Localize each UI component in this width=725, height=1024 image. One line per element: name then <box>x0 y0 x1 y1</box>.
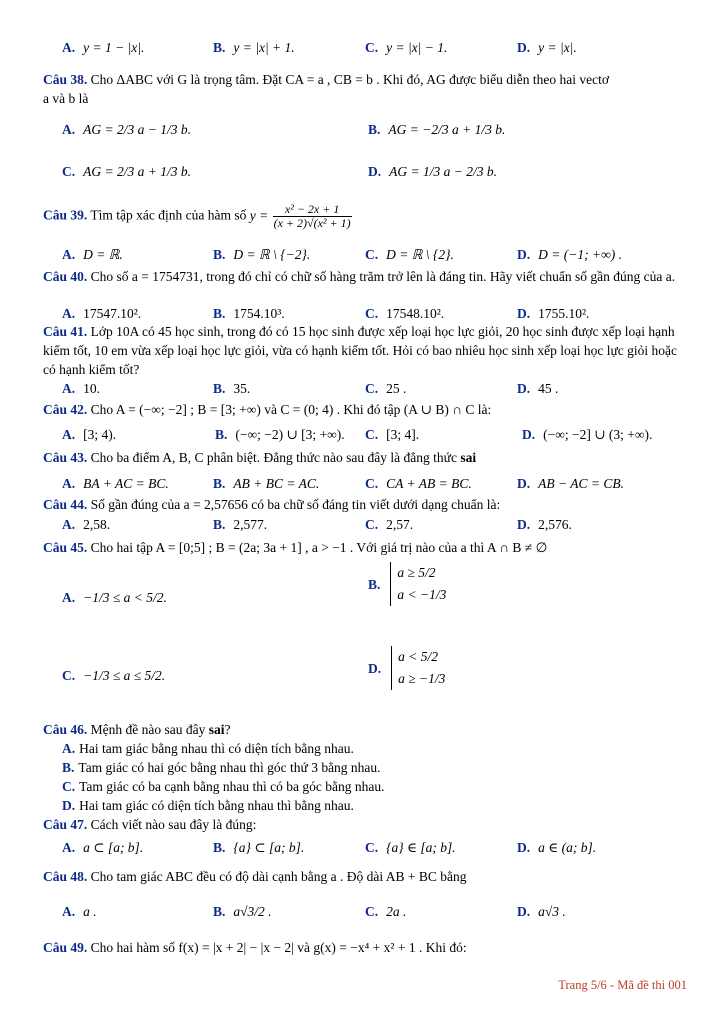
function-y: y = $\frac{\text{x² − 2x + 1}}{\text{(x + 2)√(x² + 1)}}$ <box>249 202 351 230</box>
option-label: B. <box>213 40 226 55</box>
option-label: C. <box>365 476 379 491</box>
q40-option-b <box>213 304 285 323</box>
q45-option-d <box>368 646 445 690</box>
option-label: A. <box>62 427 76 442</box>
question-number: Câu 47. <box>43 817 88 832</box>
question-text: Số gần đúng của a = 2,57656 có ba chữ số đáng tin viết dưới dạng chuẩn là: <box>90 497 501 512</box>
option-label: C. <box>365 381 379 396</box>
q40-option-a <box>62 304 141 323</box>
option-text: −1/3 ≤ a ≤ 5/2. <box>83 668 166 683</box>
q42-option-b <box>215 425 345 444</box>
option-text: 1755.10². <box>538 306 590 321</box>
option-text: a√3 . <box>538 904 566 919</box>
page-footer: Trang 5/6 - Mã đề thi 001 <box>558 978 687 992</box>
q42-option-d <box>522 425 652 444</box>
question-text: Lớp 10A có 45 học sinh, trong đó có 15 học sinh được xếp loại học lực giỏi, 20 học sinh được xếp loại hạnh kiểm tốt, 10 em vừa xếp loại học lực giỏi, vừa có hạnh kiểm tốt. Hỏi có bao nhiêu học sinh xếp loại học lực giỏi hoặc có hạnh kiểm tốt? <box>43 324 677 377</box>
question-text: Cho A = (−∞; −2] ; B = [3; +∞) và C = (0; 4) . Khi đó tập (A ∪ B) ∩ C là: <box>90 402 492 417</box>
question-number: Câu 43. <box>43 450 88 465</box>
option-label: A. <box>62 741 76 756</box>
q47-option-b <box>213 838 304 857</box>
option-label: B. <box>213 381 226 396</box>
q38-option-b <box>368 120 505 139</box>
option-label: D. <box>517 840 531 855</box>
question-number: Câu 40. <box>43 269 88 284</box>
option-label: A. <box>62 590 76 605</box>
q39-option-a <box>62 245 123 264</box>
question-number: Câu 39. <box>43 207 88 223</box>
option-text: AB − AC = CB. <box>538 476 624 491</box>
option-label: C. <box>62 779 76 794</box>
option-label: B. <box>368 122 381 137</box>
option-text: a ⊂ [a; b]. <box>83 840 144 855</box>
option-label: A. <box>62 122 76 137</box>
option-label: B. <box>213 476 226 491</box>
question-number: Câu 45. <box>43 540 88 555</box>
option-text: 17548.10². <box>386 306 445 321</box>
option-label: B. <box>213 306 226 321</box>
option-label: C. <box>62 164 76 179</box>
option-label: D. <box>517 904 531 919</box>
option-label: C. <box>365 427 379 442</box>
q40-option-c <box>365 304 444 323</box>
option-text: y = |x| + 1. <box>233 40 295 55</box>
option-label: A. <box>62 840 76 855</box>
option-text: {a} ∈ [a; b]. <box>386 840 456 855</box>
option-text: 2,576. <box>538 517 572 532</box>
option-text: a√3/2 . <box>233 904 272 919</box>
option-text: D = ℝ \ {2}. <box>386 247 454 262</box>
q43-option-b <box>213 474 319 493</box>
option-text: [3; 4). <box>83 427 117 442</box>
question-number: Câu 48. <box>43 869 88 884</box>
question-number: Câu 44. <box>43 497 88 512</box>
question-text: Cho ba điểm A, B, C phân biệt. Đẳng thức nào sau đây là đẳng thức <box>90 450 457 465</box>
option-text: 1754.10³. <box>233 306 285 321</box>
option-text: D = (−1; +∞) . <box>538 247 622 262</box>
option-label: B. <box>368 576 381 592</box>
option-label: A. <box>62 247 76 262</box>
q43-option-a <box>62 474 169 493</box>
question-47 <box>43 815 693 834</box>
option-text: AG = 1/3 a − 2/3 b. <box>389 164 497 179</box>
option-text: 2,577. <box>233 517 268 532</box>
option-label: B. <box>213 517 226 532</box>
option-text: AG = −2/3 a + 1/3 b. <box>388 122 506 137</box>
option-label: D. <box>517 476 531 491</box>
q38-option-a <box>62 120 191 139</box>
q42-option-c <box>365 425 419 444</box>
option-label: D. <box>62 798 76 813</box>
option-label: B. <box>62 760 75 775</box>
option-label: D. <box>368 660 382 676</box>
option-text: 10. <box>83 381 100 396</box>
option-text: 17547.10². <box>83 306 142 321</box>
q37-option-a <box>62 38 144 57</box>
question-emphasis: sai <box>460 450 477 465</box>
option-label: A. <box>62 517 76 532</box>
q47-option-d <box>517 838 596 857</box>
bracket-line-1: a ≥ 5/2 <box>397 565 436 580</box>
q48-option-a <box>62 902 97 921</box>
q46-option-b <box>62 758 381 777</box>
option-text: {a} ⊂ [a; b]. <box>233 840 305 855</box>
bracket-line-2: a < −1/3 <box>397 587 447 602</box>
question-41 <box>43 322 693 379</box>
question-45 <box>43 538 693 557</box>
option-text: 2,57. <box>386 517 414 532</box>
question-text: Tìm tập xác định của hàm số <box>90 207 247 223</box>
q39-option-d <box>517 245 622 264</box>
option-text: BA + AC = BC. <box>83 476 169 491</box>
function-fraction <box>273 203 352 230</box>
question-text: Cách viết nào sau đây là đúng: <box>90 817 257 832</box>
question-38 <box>43 70 693 108</box>
question-40 <box>43 267 693 286</box>
option-label: D. <box>522 427 536 442</box>
q37-option-d <box>517 38 577 57</box>
question-number: Câu 41. <box>43 324 88 339</box>
option-text: [3; 4]. <box>386 427 420 442</box>
option-text: Tam giác có ba cạnh bằng nhau thì có ba góc bằng nhau. <box>79 779 385 794</box>
q41-option-a <box>62 379 100 398</box>
q37-option-b <box>213 38 295 57</box>
question-49 <box>43 938 693 957</box>
option-text: 2,58. <box>83 517 111 532</box>
option-text: AB + BC = AC. <box>233 476 320 491</box>
option-label: C. <box>365 904 379 919</box>
option-label: A. <box>62 381 76 396</box>
question-text: Mệnh đề nào sau đây <box>90 722 206 737</box>
option-text: 35. <box>233 381 251 396</box>
option-text: (−∞; −2] ∪ (3; +∞). <box>543 427 653 442</box>
question-39 <box>43 203 693 230</box>
question-text: Cho hai tập A = [0;5] ; B = (2a; 3a + 1] , a > −1 . Với giá trị nào của a thì A ∩ B ≠ ∅ <box>90 540 548 555</box>
question-text: Cho tam giác ABC đều có độ dài cạnh bằng a . Độ dài AB + BC bằng <box>90 869 467 884</box>
option-label: D. <box>517 517 531 532</box>
q38-option-d <box>368 162 497 181</box>
q46-option-a <box>62 739 354 758</box>
q42-option-a <box>62 425 116 444</box>
option-text: −1/3 ≤ a < 5/2. <box>83 590 167 605</box>
q46-option-c <box>62 777 384 796</box>
option-label: D. <box>517 381 531 396</box>
option-label: A. <box>62 476 76 491</box>
q48-option-b <box>213 902 272 921</box>
question-text-cont: a và b là <box>43 91 89 106</box>
bracket-line-2: a ≥ −1/3 <box>398 671 446 686</box>
q44-option-b <box>213 515 267 534</box>
option-label: C. <box>365 840 379 855</box>
option-label: C. <box>365 517 379 532</box>
question-text: Cho hai hàm số f(x) = |x + 2| − |x − 2| và g(x) = −x⁴ + x² + 1 . Khi đó: <box>90 940 467 955</box>
option-label: D. <box>368 164 382 179</box>
q38-option-c <box>62 162 191 181</box>
option-label: B. <box>213 840 226 855</box>
question-46 <box>43 720 693 739</box>
question-emphasis: sai <box>208 722 225 737</box>
question-number: Câu 49. <box>43 940 88 955</box>
option-label: C. <box>365 247 379 262</box>
q45-option-c <box>62 666 165 685</box>
q43-option-d <box>517 474 624 493</box>
q41-option-c <box>365 379 406 398</box>
q48-option-d <box>517 902 566 921</box>
q41-option-b <box>213 379 250 398</box>
option-text: D = ℝ. <box>83 247 123 262</box>
option-label: A. <box>62 306 76 321</box>
question-text: Cho số a = 1754731, trong đó chỉ có chữ số hàng trăm trở lên là đáng tin. Hãy viết chuẩn số gần đúng của a. <box>90 269 676 284</box>
option-label: D. <box>517 40 531 55</box>
q45-option-a <box>62 588 167 607</box>
q39-option-b <box>213 245 310 264</box>
option-label: A. <box>62 40 76 55</box>
q47-option-c <box>365 838 456 857</box>
q41-option-d <box>517 379 558 398</box>
q44-option-d <box>517 515 572 534</box>
option-text: 2a . <box>386 904 407 919</box>
question-number: Câu 46. <box>43 722 88 737</box>
question-44 <box>43 495 693 514</box>
q44-option-c <box>365 515 413 534</box>
q47-option-a <box>62 838 143 857</box>
option-label: D. <box>517 306 531 321</box>
option-text: AG = 2/3 a − 1/3 b. <box>83 122 191 137</box>
q44-option-a <box>62 515 110 534</box>
fraction-numerator: x² − 2x + 1 <box>273 203 352 217</box>
q48-option-c <box>365 902 406 921</box>
q37-option-c <box>365 38 447 57</box>
question-42 <box>43 400 693 419</box>
question-text: Cho ΔABC với G là trọng tâm. Đặt CA = a , CB = b . Khi đó, AG được biểu diễn theo hai vectơ <box>90 72 609 87</box>
option-text: CA + AB = BC. <box>386 476 472 491</box>
fraction-denominator: (x + 2)√(x² + 1) <box>273 216 351 230</box>
q40-option-d <box>517 304 589 323</box>
option-text: 45 . <box>538 381 559 396</box>
bracket-line-1: a < 5/2 <box>398 649 438 664</box>
option-label: A. <box>62 904 76 919</box>
q43-option-c <box>365 474 472 493</box>
option-text: D = ℝ \ {−2}. <box>233 247 311 262</box>
q39-option-c <box>365 245 454 264</box>
question-48 <box>43 867 693 886</box>
option-text: Tam giác có hai góc bằng nhau thì góc thứ 3 bằng nhau. <box>78 760 381 775</box>
question-text-end: ? <box>224 722 231 737</box>
option-text: a . <box>83 904 97 919</box>
option-text: (−∞; −2) ∪ [3; +∞). <box>235 427 345 442</box>
question-number: Câu 38. <box>43 72 88 87</box>
question-43 <box>43 448 693 467</box>
option-text: AG = 2/3 a + 1/3 b. <box>83 164 191 179</box>
option-text: y = |x|. <box>538 40 577 55</box>
option-label: D. <box>517 247 531 262</box>
q46-option-d <box>62 796 354 815</box>
option-label: B. <box>215 427 228 442</box>
option-text: y = 1 − |x|. <box>83 40 145 55</box>
option-label: C. <box>365 40 379 55</box>
option-text: 25 . <box>386 381 407 396</box>
option-text: Hai tam giác có diện tích bằng nhau thì bằng nhau. <box>79 798 354 813</box>
option-text: y = |x| − 1. <box>386 40 448 55</box>
option-label: B. <box>213 904 226 919</box>
option-bracket <box>391 646 445 690</box>
option-label: C. <box>365 306 379 321</box>
option-label: C. <box>62 668 76 683</box>
q45-option-b <box>368 562 446 606</box>
question-number: Câu 42. <box>43 402 88 417</box>
option-text: a ∈ (a; b]. <box>538 840 597 855</box>
option-text: Hai tam giác bằng nhau thì có diện tích bằng nhau. <box>79 741 354 756</box>
option-bracket <box>390 562 446 606</box>
option-label: B. <box>213 247 226 262</box>
